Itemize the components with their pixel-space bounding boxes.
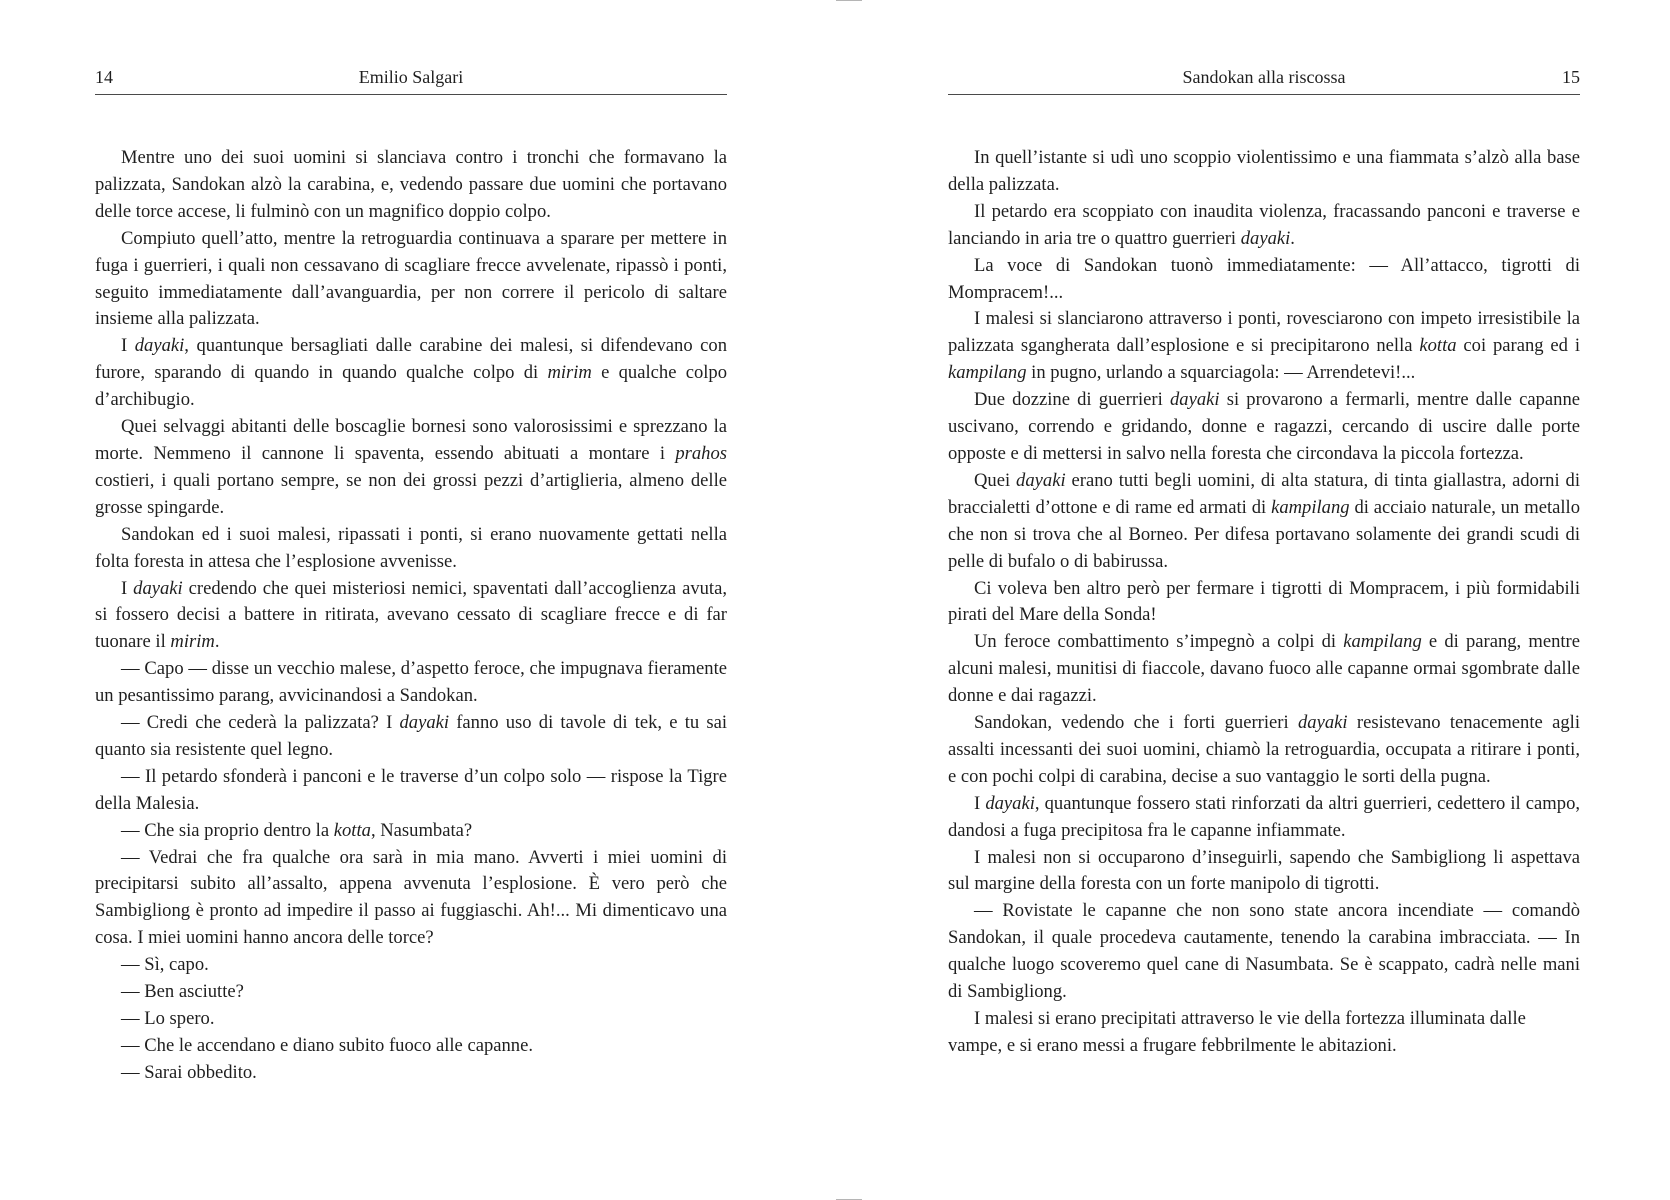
running-head-left xyxy=(95,64,727,95)
text-run: , quantunque bersagliati dalle carabine dei malesi, si difendevano con furore, sparando di quando in quando qualche colpo di xyxy=(95,335,727,384)
text-run: — Ben asciutte? xyxy=(121,981,244,1003)
paragraph xyxy=(948,629,1580,710)
text-run: — Vedrai che fra qualche ora sarà in mia mano. Avverti i miei uomini di precipitarsi subito all’assalto, appena avvenuta l’esplosione. È vero però che Sambigliong è pronto ad impedire il passo ai fuggiaschi. Ah!... Mi dimenticavo una cosa. I miei uomini hanno ancora delle torce? xyxy=(95,846,727,949)
running-head-book-title: Sandokan alla riscossa xyxy=(1182,67,1346,87)
italic-term: kampilang xyxy=(1343,631,1422,653)
text-run: — Sì, capo. xyxy=(121,954,209,976)
text-run: in pugno, urlando a squarciagola: — Arrendetevi!... xyxy=(1026,362,1416,384)
text-run: Sandokan ed i suoi malesi, ripassati i ponti, si erano nuovamente gettati nella folta foresta in attesa che l’esplosione avvenisse. xyxy=(95,523,727,572)
text-run: credendo che quei misteriosi nemici, spaventati dall’accoglienza avuta, si fossero decisi a battere in ritirata, avevano cessato di scagliare frecce e di far tuonare il xyxy=(95,577,727,653)
italic-term: dayaki xyxy=(399,712,450,734)
italic-term: dayaki xyxy=(1016,469,1066,491)
text-run: — Sarai obbedito. xyxy=(121,1061,257,1083)
text-run: Quei xyxy=(974,469,1017,491)
text-run: Il petardo era scoppiato con inaudita violenza, fracassando panconi e traverse e lanciando in aria tre o quattro guerrieri xyxy=(948,200,1580,249)
italic-term: dayaki xyxy=(985,792,1035,814)
paragraph xyxy=(948,145,1580,199)
paragraph xyxy=(95,952,727,979)
paragraph xyxy=(95,414,727,522)
paragraph xyxy=(948,791,1580,845)
paragraph xyxy=(948,199,1580,253)
italic-term: mirim xyxy=(170,631,215,653)
paragraph xyxy=(948,253,1580,307)
paragraph xyxy=(95,522,727,576)
paragraph xyxy=(95,1060,727,1087)
text-run: Quei selvaggi abitanti delle boscaglie bornesi sono valorosissimi e sprezzano la morte. Nemmeno il cannone li spaventa, essendo abituati a montare i xyxy=(95,416,727,464)
paragraph xyxy=(95,979,727,1006)
paragraph xyxy=(95,710,727,764)
text-run: costieri, i quali portano sempre, se non dei grossi pezzi d’artiglieria, almeno delle grosse spingarde. xyxy=(95,469,727,518)
paragraph xyxy=(948,898,1580,1006)
text-run: In quell’istante si udì uno scoppio violentissimo e una fiammata s’alzò alla base della palizzata. xyxy=(948,147,1580,195)
paragraph xyxy=(95,764,727,818)
text-run: — Capo — disse un vecchio malese, d’aspetto feroce, che impugnava fieramente un pesantissimo parang, avvicinandosi a Sandokan. xyxy=(95,658,727,707)
text-run: e qualche colpo d’archibugio. xyxy=(95,362,728,411)
italic-term: prahos xyxy=(675,442,727,464)
gutter-mark-top xyxy=(836,0,862,1)
text-run: Sandokan, vedendo che i forti guerrieri xyxy=(974,712,1298,734)
paragraph xyxy=(95,1006,727,1033)
italic-term: kotta xyxy=(1419,335,1457,357)
text-run: — Il petardo sfonderà i panconi e le traverse d’un colpo solo — rispose la Tigre della Malesia. xyxy=(95,765,727,814)
italic-term: kotta xyxy=(333,819,371,841)
left-page-body xyxy=(95,145,727,1087)
italic-term: mirim xyxy=(547,362,592,384)
text-run: Due dozzine di guerrieri xyxy=(974,389,1170,411)
paragraph xyxy=(948,387,1580,468)
text-run: I xyxy=(974,792,986,814)
italic-term: dayaki xyxy=(1297,712,1348,734)
italic-term: dayaki xyxy=(1169,389,1220,411)
text-run: I malesi non si occuparono d’inseguirli, sapendo che Sambigliong li aspettava sul margine della foresta con un forte manipolo di tigrotti. xyxy=(948,846,1580,895)
paragraph xyxy=(948,1006,1580,1060)
text-run: I xyxy=(121,335,135,357)
paragraph xyxy=(95,226,727,334)
text-run: , Nasumbata? xyxy=(370,819,473,841)
text-run: e di parang, mentre alcuni malesi, munitisi di fiaccole, davano fuoco alle capanne ormai sgombrate dalle donne e dai ragazzi. xyxy=(948,631,1580,707)
text-run: Compiuto quell’atto, mentre la retroguardia continuava a sparare per mettere in fuga i guerrieri, i quali non cessavano di scagliare frecce avvelenate, ripassò i ponti, seguito immediatamente dall’avanguardia, per non correre il pericolo di saltare insieme alla palizzata. xyxy=(95,227,727,330)
text-run: , quantunque fossero stati rinforzati da altri guerrieri, cedettero il campo, dandosi a fuga precipitosa fra le capanne infiammate. xyxy=(948,792,1581,841)
paragraph xyxy=(948,710,1580,791)
text-run: di acciaio naturale, un metallo che non si trova che al Borneo. Per difesa portavano solamente dei grandi scudi di pelle di bufalo o di babirussa. xyxy=(948,496,1580,572)
text-run: La voce di Sandokan tuonò immediatamente: — All’attacco, tigrotti di Mompracem!... xyxy=(948,254,1580,303)
paragraph xyxy=(95,656,727,710)
paragraph xyxy=(95,1033,727,1060)
text-run: I malesi si erano precipitati attraverso le vie della fortezza illuminata dalle vampe, e si erano messi a frugare febbrilmente le abitazioni. xyxy=(948,1008,1526,1056)
text-run: . xyxy=(1290,227,1295,249)
italic-term: kampilang xyxy=(948,362,1027,384)
text-run: I malesi si slanciarono attraverso i ponti, rovesciarono con impeto irresistibile la palizzata sgangherata dall’esplosione e si precipitarono nella xyxy=(948,308,1580,357)
text-run: coi parang ed i xyxy=(1456,335,1581,357)
text-run: I xyxy=(121,577,134,599)
paragraph xyxy=(95,145,727,226)
paragraph xyxy=(95,845,727,953)
page-number-left: 14 xyxy=(95,67,113,87)
text-run: — Che le accendano e diano subito fuoco alle capanne. xyxy=(121,1034,533,1056)
paragraph xyxy=(948,576,1580,630)
paragraph xyxy=(948,306,1580,387)
text-run: resistevano tenacemente agli assalti incessanti dei suoi uomini, chiamò la retroguardia, occupata a ritirare i ponti, e con pochi colpi di carabina, decise a suo vantaggio le sorti della pugna. xyxy=(948,712,1580,787)
italic-term: dayaki xyxy=(134,335,185,357)
page-number-right: 15 xyxy=(1562,67,1580,87)
paragraph xyxy=(948,468,1580,576)
text-run: — Credi che cederà la palizzata? I xyxy=(121,712,400,734)
italic-term: dayaki xyxy=(1240,227,1291,249)
text-run: fanno uso di tavole di tek, e tu sai quanto sia resistente quel legno. xyxy=(95,712,728,760)
text-run: — Che sia proprio dentro la xyxy=(121,819,334,841)
text-run: si provarono a fermarli, mentre dalle capanne uscivano, correndo e gridando, donne e ragazzi, cercando di uscire dalle porte opposte e di mettersi in salvo nella foresta che circondava la piccola fortezza. xyxy=(948,389,1581,464)
paragraph xyxy=(948,845,1580,899)
text-run: — Lo spero. xyxy=(121,1008,215,1029)
italic-term: dayaki xyxy=(133,577,183,599)
italic-term: kampilang xyxy=(1271,496,1350,518)
paragraph xyxy=(95,576,727,657)
running-head-right xyxy=(948,64,1580,95)
right-page-body xyxy=(948,145,1580,1060)
left-page xyxy=(95,64,727,1087)
text-run: Un feroce combattimento s’impegnò a colpi di xyxy=(974,631,1344,653)
paragraph xyxy=(95,818,727,845)
right-page xyxy=(948,64,1580,1060)
text-run: Ci voleva ben altro però per fermare i tigrotti di Mompracem, i più formidabili pirati del Mare della Sonda! xyxy=(948,577,1580,626)
text-run: Mentre uno dei suoi uomini si slanciava contro i tronchi che formavano la palizzata, Sandokan alzò la carabina, e, vedendo passare due uomini che portavano delle torce accese, li fulminò con un magnifico doppio colpo. xyxy=(95,147,727,222)
text-run: erano tutti begli uomini, di alta statura, di tinta giallastra, adorni di braccialetti d’ottone e di rame ed armati di xyxy=(948,469,1580,518)
text-run: . xyxy=(214,631,220,653)
running-head-author: Emilio Salgari xyxy=(358,67,464,87)
paragraph xyxy=(95,333,727,414)
text-run: — Rovistate le capanne che non sono state ancora incendiate — comandò Sandokan, il quale procedeva cautamente, tenendo la carabina imbracciata. — In qualche luogo scoveremo quel cane di Nasumbata. Se è scappato, cadrà nelle mani di Sambigliong. xyxy=(948,900,1580,1003)
